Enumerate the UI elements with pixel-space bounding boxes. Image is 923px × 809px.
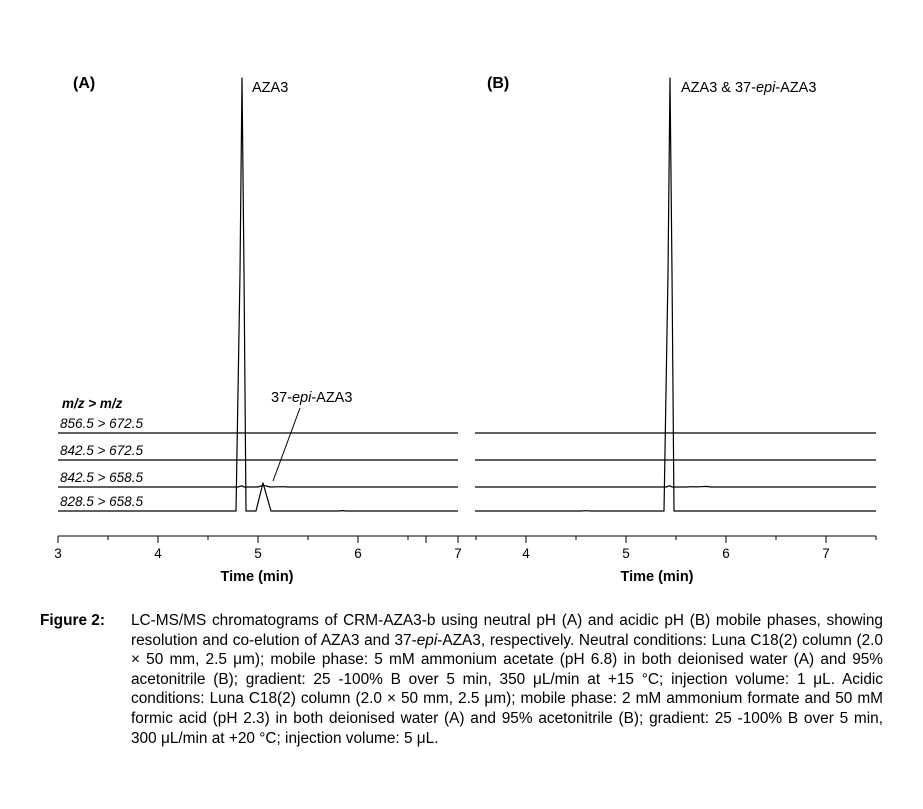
panel-b [426, 75, 876, 585]
panel-a [54, 75, 462, 585]
x-tick-label: 7 [822, 546, 830, 561]
x-tick-label: 4 [522, 546, 530, 561]
x-tick-label: 3 [54, 546, 62, 561]
x-tick-label: 6 [354, 546, 362, 561]
trace-label: 842.5 > 672.5 [60, 443, 143, 458]
trace-842-5-658-5 [58, 486, 458, 487]
x-axis-title: Time (min) [220, 569, 294, 585]
x-tick-label: 5 [254, 546, 262, 561]
trace-828-5-658-5 [475, 78, 876, 511]
x-tick-label: 5 [622, 546, 630, 561]
peak-annotation: AZA3 [252, 80, 289, 96]
trace-label: 856.5 > 672.5 [60, 416, 143, 431]
x-tick-label: 4 [154, 546, 162, 561]
yaxis-header: m/z > m/z [62, 396, 123, 411]
trace-label: 828.5 > 658.5 [60, 494, 143, 509]
caption-text: LC-MS/MS chromatograms of CRM-AZA3-b using neutral pH (A) and acidic pH (B) mobile phases, showing resolution and co-elution of AZA3 and 37-epi-AZA3, respectively. Neutral conditions: Luna C18(2) column (2.0 × 50 mm, 2.5 μm); mobile phase: 5 mM ammonium acetate (pH 6.8) in both deionised water (A) and 95% acetonitrile (B); gradient: 25 -100% B over 5 min, 350 μL/min at +15 °C; injection volume: 1 μL. Acidic conditions: Luna C18(2) column (2.0 × 50 mm, 2.5 μm); mobile phase: 2 mM ammonium formate and 50 mM formic acid (pH 2.3) in both deionised water (A) and 95% acetonitrile (B); gradient: 25 -100% B over 5 min, 300 μL/min at +20 °C; injection volume: 5 μL. [131, 612, 883, 747]
x-axis-title: Time (min) [620, 569, 694, 585]
peak-annotation: AZA3 & 37-epi-AZA3 [681, 80, 817, 96]
panel-label: (A) [73, 75, 96, 92]
x-tick-label: 7 [454, 546, 462, 561]
x-tick-label: 6 [722, 546, 730, 561]
panel-label: (B) [487, 75, 510, 92]
trace-label: 842.5 > 658.5 [60, 470, 143, 485]
peak-annotation: 37-epi-AZA3 [271, 390, 353, 406]
caption-label: Figure 2: [40, 612, 105, 629]
annotation-pointer [273, 408, 300, 481]
trace-842-5-658-5 [475, 486, 876, 487]
